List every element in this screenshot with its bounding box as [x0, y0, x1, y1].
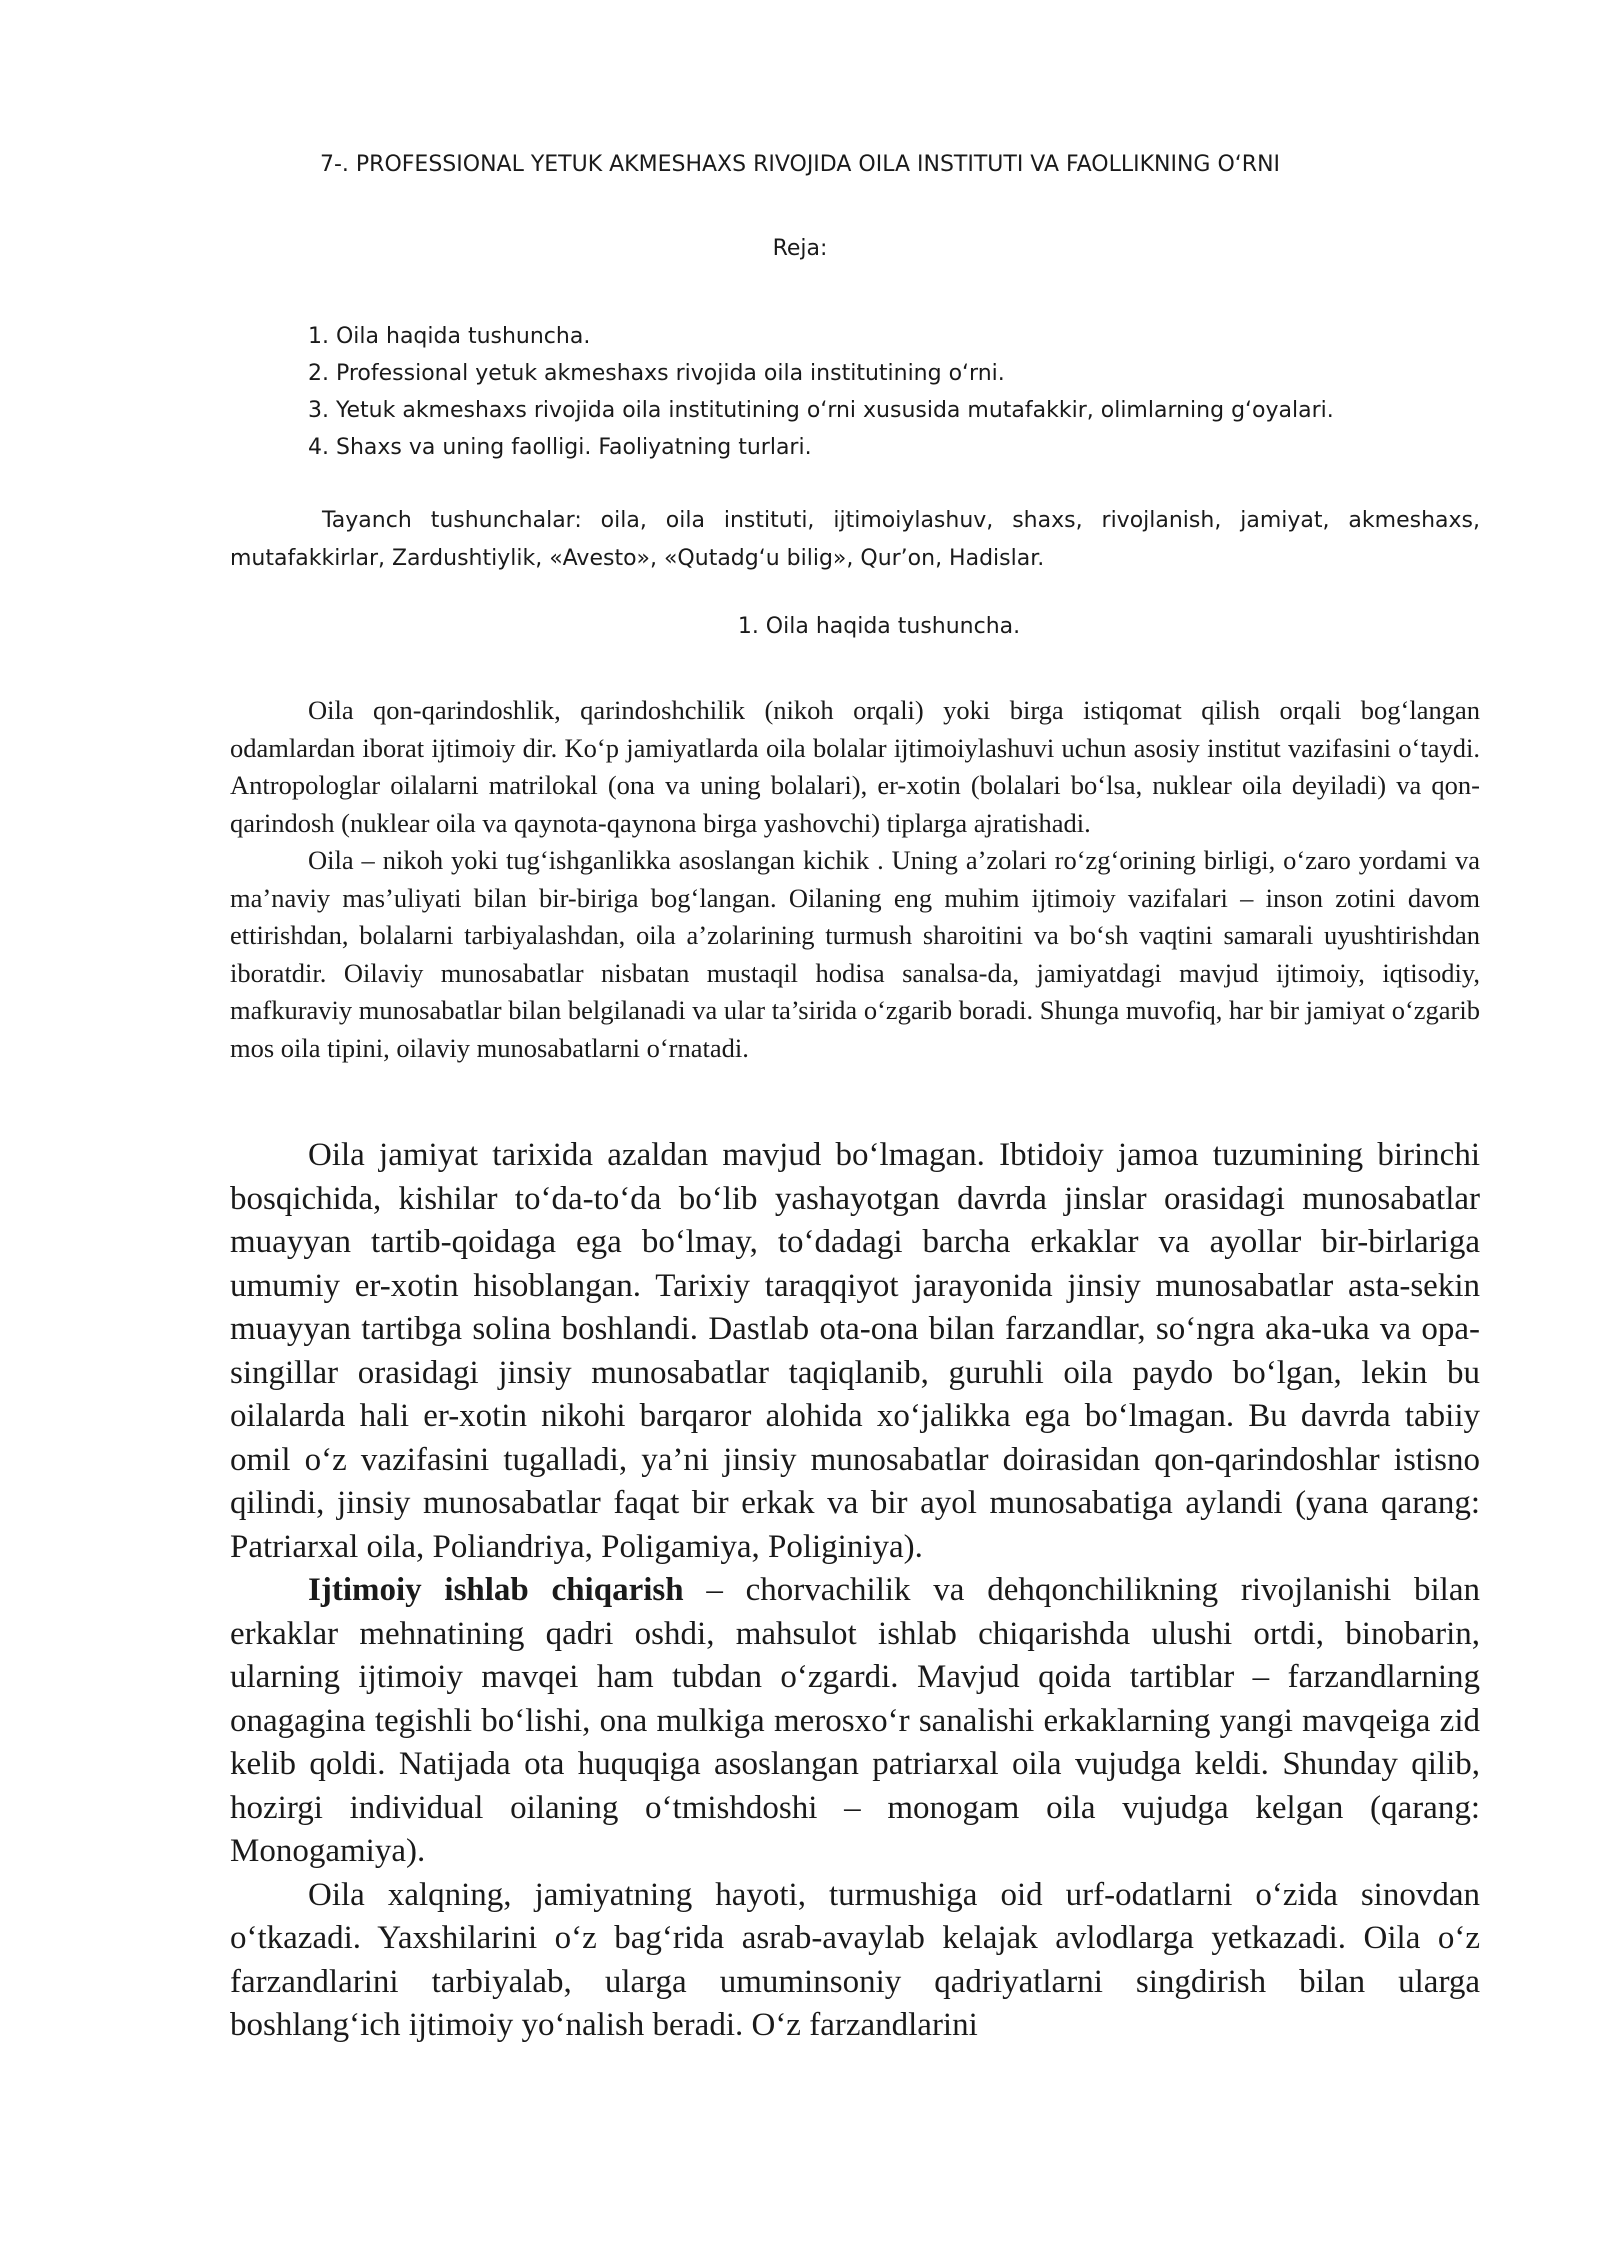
- plan-item: 4. Shaxs va uning faolligi. Faoliyatning turlari.: [308, 435, 812, 460]
- body-paragraph: [230, 1569, 1480, 1874]
- plan-heading: Reja:: [772, 236, 828, 261]
- body-paragraph: Oila jamiyat tarixida azaldan mavjud bo‘lmagan. Ibtidoiy jamoa tuzumining birinchi bosqichida, kishilar to‘da-to‘da bo‘lib yashayotgan davrda jinslar orasidagi munosabatlar muayyan tartib-qoidaga ega bo‘lmay, to‘dadagi barcha erkaklar va ayollar bir-birlariga umumiy er-xotin hisoblangan. Tarixiy taraqqiyot jarayonida jinsiy munosabatlar asta-sekin muayyan tartibga solina boshlandi. Dastlab ota-ona bilan farzandlar, so‘ngra aka-uka va opa-singillar orasidagi jinsiy munosabatlar taqiqlanib, guruhli oila paydo bo‘lgan, lekin bu oilalarda hali er-xotin nikohi barqaror alohida xo‘jalikka ega bo‘lmagan. Bu davrda tabiiy omil o‘z vazifasini tugalladi, ya’ni jinsiy munosabatlar doirasidan qon-qarindoshlar istisno qilindi, jinsiy munosabatlar faqat bir erkak va bir ayol munosabatiga aylandi (yana qarang: Patriarxal oila, Poliandriya, Poligamiya, Poliginiya).: [230, 1137, 1480, 1565]
- plan-item: 2. Professional yetuk akmeshaxs rivojida oila institutining o‘rni.: [308, 361, 1005, 386]
- section-heading-text: 1. Oila haqida tushuncha.: [737, 614, 1021, 639]
- body-text-large: [230, 1134, 1480, 2048]
- key-concepts-paragraph: Tayanch tushunchalar: oila, oila instituti, ijtimoiylashuv, shaxs, rivojlanish, jamiyat, akmeshaxs, mutafakkirlar, Zardushtiylik, «Avesto», «Qutadg‘u bilig», Qur’on, Hadislar.: [230, 508, 1480, 571]
- body-paragraph: Oila qon-qarindoshlik, qarindoshchilik (nikoh orqali) yoki birga istiqomat qilish orqali bog‘langan odamlardan iborat ijtimoiy dir. Ko‘p jamiyatlarda oila bolalar ijtimoiylashuvi uchun asosiy institut vazifasini o‘taydi. Antropologlar oilalarni matrilokal (ona va uning bolalari), er-xotin (bolalari bo‘lsa, nuklear oila deyiladi) va qon-qarindosh (nuklear oila va qaynota-qaynona birga yashovchi) tiplarga ajratishadi.: [230, 695, 1480, 838]
- paragraph-text: – chorvachilik va dehqonchilikning rivojlanishi bilan erkaklar mehnatining qadri oshdi, mahsulot ishlab chiqarishda ulushi ortdi, binobarin, ularning ijtimoiy mavqei ham tubdan o‘zgardi. Mavjud qoida tartiblar – farzandlarning onagagina tegishli bo‘lishi, ona mulkiga merosxo‘r sanalishi erkaklarning yangi mavqeiga zid kelib qoldi. Natijada ota huquqiga asoslangan patriarxal oila vujudga keldi. Shunday qilib, hozirgi individual oilaning o‘tmishdoshi – monogam oila vujudga kelgan (qarang: Monogamiya).: [230, 1572, 1480, 1869]
- plan-item: 1. Oila haqida tushuncha.: [308, 324, 591, 349]
- body-paragraph: Oila – nikoh yoki tug‘ishganlikka asoslangan kichik . Uning a’zolari ro‘zg‘orining birligi, o‘zaro yordami va ma’naviy mas’uliyati bilan bir-biriga bog‘langan. Oilaning eng muhim ijtimoiy vazifalari – inson zotini davom ettirishdan, bolalarni tarbiyalashdan, oila a’zolarining turmush sharoitini va bo‘sh vaqtini samarali uyushtirishdan iboratdir. Oilaviy munosabatlar nisbatan mustaqil hodisa sanalsa-da, jamiyatdagi mavjud ijtimoiy, iqtisodiy, mafkuraviy munosabatlar bilan belgilanadi va ular ta’sirida o‘zgarib boradi. Shunga muvofiq, har bir jamiyat o‘zgarib mos oila tipini, oilaviy munosabatlarni o‘rnatadi.: [230, 845, 1480, 1063]
- body-text-small: [230, 692, 1480, 1067]
- plan-list: [308, 318, 1458, 466]
- section-heading: [0, 614, 1600, 639]
- bold-term: Ijtimoiy ishlab chiqarish: [308, 1572, 684, 1608]
- document-title: 7-. PROFESSIONAL YETUK AKMESHAXS RIVOJIDA OILA INSTITUTI VA FAOLLIKNING O‘RNI: [319, 152, 1281, 177]
- body-paragraph: Oila xalqning, jamiyatning hayoti, turmushiga oid urf-odatlarni o‘zida sinovdan o‘tkazadi. Yaxshilarini o‘z bag‘rida asrab-avaylab kelajak avlodlarga yetkazadi. Oila o‘z farzandlarini tarbiyalab, ularga umuminsoniy qadriyatlarni singdirish bilan ularga boshlang‘ich ijtimoiy yo‘nalish beradi. O‘z farzandlarini: [230, 1876, 1480, 2043]
- plan-item: 3. Yetuk akmeshaxs rivojida oila institutining o‘rni xususida mutafakkir, olimlarning g‘oyalari.: [308, 398, 1334, 423]
